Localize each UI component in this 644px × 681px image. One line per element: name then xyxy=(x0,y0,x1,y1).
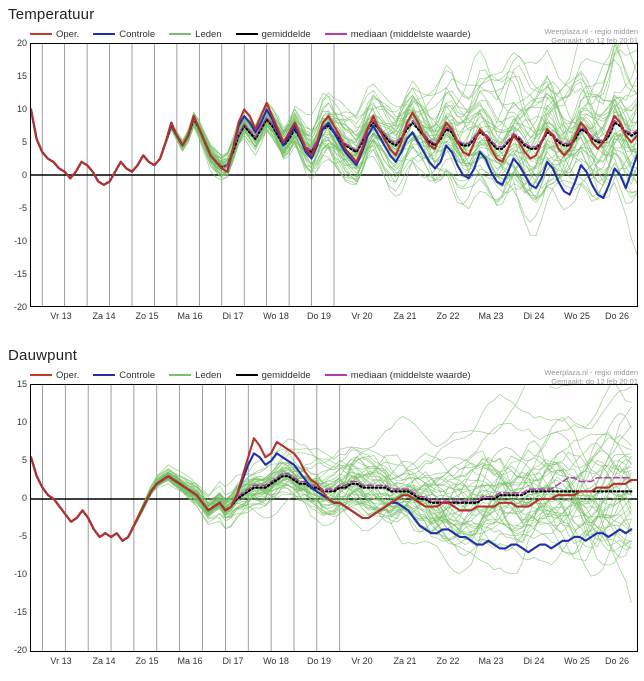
xtick-label: Di 17 xyxy=(222,311,244,321)
ytick-label: 5 xyxy=(21,137,27,147)
xtick-label: Do 19 xyxy=(306,656,332,666)
ytick-label: 15 xyxy=(16,71,27,81)
ytick-label: 0 xyxy=(21,493,27,503)
xaxis-temperatuur xyxy=(0,311,644,325)
legend-item-oper xyxy=(30,370,79,381)
xtick-label: Za 14 xyxy=(92,311,116,321)
plot-area-dauwpunt xyxy=(0,366,644,672)
credit-source: Weerplaza.nl - regio midden xyxy=(544,27,638,36)
credit-source: Weerplaza.nl - regio midden xyxy=(544,368,638,377)
xtick-label: Wo 18 xyxy=(263,656,289,666)
plot-area-temperatuur xyxy=(0,25,644,325)
xtick-label: Do 26 xyxy=(604,311,630,321)
line-swatch-icon xyxy=(30,374,52,376)
xtick-label: Ma 16 xyxy=(177,311,203,321)
legend-label-leden: Leden xyxy=(195,28,222,40)
xtick-label: Zo 15 xyxy=(135,311,159,321)
legend-item-mediaan xyxy=(325,370,471,381)
xtick-label: Do 19 xyxy=(306,311,332,321)
legend-label-mediaan: mediaan (middelste waarde) xyxy=(350,369,471,381)
legend-label-oper: Oper. xyxy=(56,369,80,381)
line-swatch-icon xyxy=(93,33,115,35)
legend-item-leden xyxy=(169,29,221,40)
xtick-label: Zo 15 xyxy=(135,656,159,666)
ytick-label: 10 xyxy=(16,104,27,114)
legend-item-gemiddelde xyxy=(236,370,311,381)
dotted-line-swatch-icon xyxy=(236,374,258,376)
legend-label-controle: Controle xyxy=(119,369,156,381)
ytick-label: -20 xyxy=(13,645,27,655)
ytick-label: 20 xyxy=(16,38,27,48)
xtick-label: Di 24 xyxy=(523,311,545,321)
ytick-label: -10 xyxy=(13,236,27,246)
xtick-label: Za 21 xyxy=(393,656,417,666)
ytick-label: 15 xyxy=(16,379,27,389)
ytick-label: 0 xyxy=(21,170,27,180)
legend-temperatuur xyxy=(30,27,640,41)
legend-dauwpunt xyxy=(30,368,640,382)
line-swatch-icon xyxy=(93,374,115,376)
legend-item-gemiddelde xyxy=(236,29,311,40)
chart-block-temperatuur xyxy=(0,0,644,340)
xaxis-dauwpunt xyxy=(0,656,644,670)
legend-item-controle xyxy=(93,370,155,381)
credit-timestamp: Gemaakt: do 12 feb 20:01 xyxy=(551,36,638,45)
legend-label-mediaan: mediaan (middelste waarde) xyxy=(350,28,471,40)
credit-timestamp: Gemaakt: do 12 feb 20:01 xyxy=(551,377,638,386)
ytick-label: -5 xyxy=(18,203,27,213)
plot-frame-temperatuur xyxy=(30,43,638,307)
xtick-label: Do 26 xyxy=(604,656,630,666)
dashed-line-swatch-icon xyxy=(325,33,347,35)
plot-frame-dauwpunt xyxy=(30,384,638,652)
xtick-label: Ma 23 xyxy=(478,656,504,666)
xtick-label: Di 17 xyxy=(222,656,244,666)
xtick-label: Wo 18 xyxy=(263,311,289,321)
ytick-label: -10 xyxy=(13,569,27,579)
line-swatch-icon xyxy=(169,33,191,35)
xtick-label: Wo 25 xyxy=(564,311,590,321)
dotted-line-swatch-icon xyxy=(236,33,258,35)
ytick-label: 10 xyxy=(16,417,27,427)
dashed-line-swatch-icon xyxy=(325,374,347,376)
xtick-label: Di 24 xyxy=(523,656,545,666)
xtick-label: Ma 16 xyxy=(177,656,203,666)
xtick-label: Wo 25 xyxy=(564,656,590,666)
legend-item-controle xyxy=(93,29,155,40)
legend-label-oper: Oper. xyxy=(56,28,80,40)
page-title-temperatuur: Temperatuur xyxy=(8,6,95,23)
legend-item-leden xyxy=(169,370,221,381)
legend-label-controle: Controle xyxy=(119,28,156,40)
line-swatch-icon xyxy=(30,33,52,35)
legend-label-leden: Leden xyxy=(195,369,222,381)
legend-label-gemiddelde: gemiddelde xyxy=(261,28,311,40)
ytick-label: 5 xyxy=(21,455,27,465)
chart-block-dauwpunt xyxy=(0,340,644,681)
xtick-label: Za 14 xyxy=(92,656,116,666)
series-canvas-dauwpunt xyxy=(31,385,637,651)
series-canvas-temperatuur xyxy=(31,44,637,306)
xtick-label: Ma 23 xyxy=(478,311,504,321)
xtick-label: Zo 22 xyxy=(436,656,460,666)
ytick-label: -5 xyxy=(18,531,27,541)
line-swatch-icon xyxy=(169,374,191,376)
xtick-label: Zo 22 xyxy=(436,311,460,321)
page-title-dauwpunt: Dauwpunt xyxy=(8,347,78,364)
ytick-label: -20 xyxy=(13,302,27,312)
xtick-label: Vr 13 xyxy=(50,311,72,321)
xtick-label: Vr 13 xyxy=(50,656,72,666)
legend-item-oper xyxy=(30,29,79,40)
legend-label-gemiddelde: gemiddelde xyxy=(261,369,311,381)
ytick-label: -15 xyxy=(13,607,27,617)
xtick-label: Za 21 xyxy=(393,311,417,321)
xtick-label: Vr 20 xyxy=(351,656,373,666)
ytick-label: -15 xyxy=(13,269,27,279)
xtick-label: Vr 20 xyxy=(351,311,373,321)
legend-item-mediaan xyxy=(325,29,471,40)
